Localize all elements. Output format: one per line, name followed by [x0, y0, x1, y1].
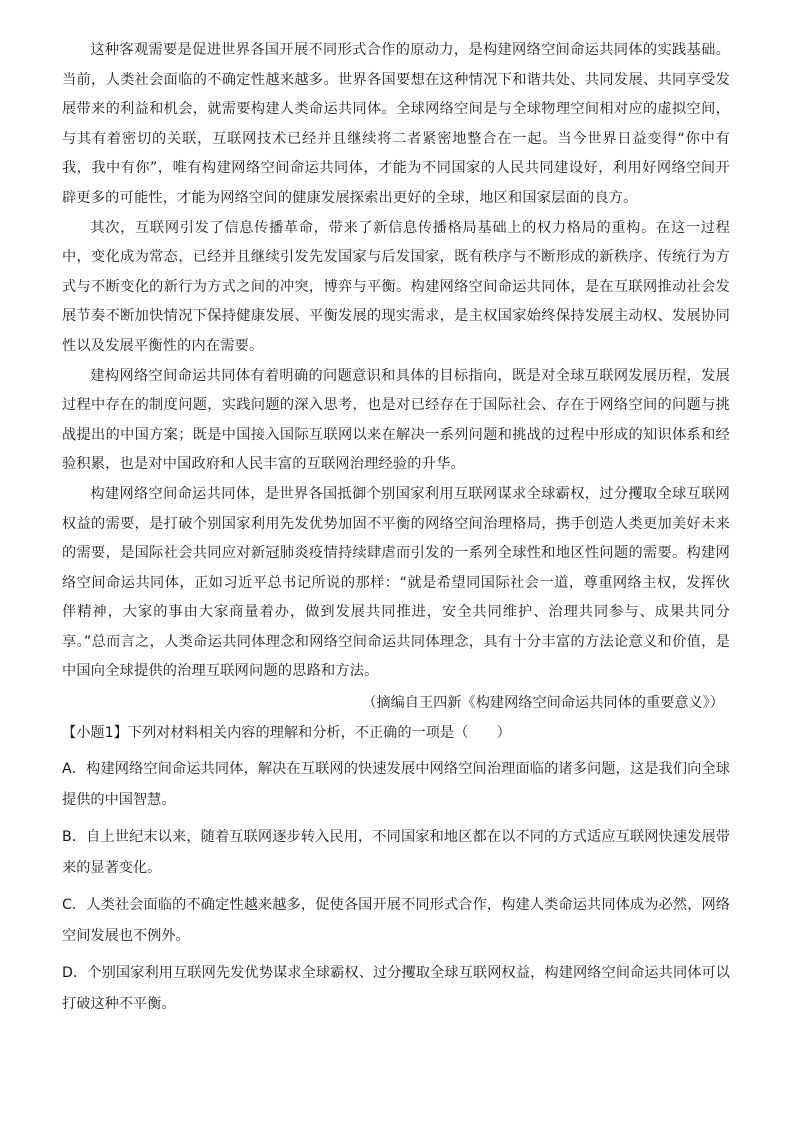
option-b: B．自上世纪末以来，随着互联网逐步转入民用，不同国家和地区都在以不同的方式适应互联网快速发展带来的显著变化。: [62, 829, 730, 877]
option-a: A．构建网络空间命运共同体，解决在互联网的快速发展中网络空间治理面临的诸多问题，这是我们向全球提供的中国智慧。: [62, 761, 730, 809]
document-page: [62, 36, 730, 1020]
passage-paragraph-2: 其次，互联网引发了信息传播革命，带来了新信息传播格局基础上的权力格局的重构。在这一过程中，变化成为常态，已经并且继续引发先发国家与后发国家，既有秩序与不断形成的新秩序、传统行为方式与不断变化的新行为方式之间的冲突，博弈与平衡。构建网络空间命运共同体，是在互联网推动社会发展节奏不断加快情况下保持健康发展、平衡发展的现实需求，是主权国家始终保持发展主动权、发展协同性以及发展平衡性的内在需要。: [62, 219, 730, 354]
passage-paragraph-4: 构建网络空间命运共同体，是世界各国抵御个别国家利用互联网谋求全球霸权，过分攫取全球互联网权益的需要，是打破个别国家利用先发优势加固不平衡的网络空间治理格局，携手创造人类更加美好未来的需要，是国际社会共同应对新冠肺炎疫情持续肆虐而引发的一系列全球性和地区性问题的需要。构建网络空间命运共同体，正如习近平总书记所说的那样：“就是希望同国际社会一道，尊重网络主权，发挥伙伴精神，大家的事由大家商量着办，做到发展共同推进，安全共同维护、治理共同参与、成果共同分享。”总而言之，人类命运共同体理念和网络空间命运共同体理念，具有十分丰富的方法论意义和价值，是中国向全球提供的治理互联网问题的思路和方法。: [62, 485, 730, 680]
question-stem: 【小题1】下列对材料相关内容的理解和分析，不正确的一项是（ ）: [62, 724, 511, 741]
option-d: D．个别国家利用互联网先发优势谋求全球霸权、过分攫取全球互联网权益，构建网络空间命运共同体可以打破这种不平衡。: [62, 965, 730, 1013]
passage-paragraph-1: 这种客观需要是促进世界各国开展不同形式合作的原动力，是构建网络空间命运共同体的实践基础。当前，人类社会面临的不确定性越来越多。世界各国要想在这种情况下和谐共处、共同发展、共同享受发展带来的利益和机会，就需要构建人类命运共同体。全球网络空间是与全球物理空间相对应的虚拟空间，与其有着密切的关联，互联网技术已经并且继续将二者紧密地整合在一起。当今世界日益变得“你中有我，我中有你”，唯有构建网络空间命运共同体，才能为不同国家的人民共同建设好，利用好网络空间开辟更多的可能性，才能为网络空间的健康发展探索出更好的全球，地区和国家层面的良方。: [62, 42, 730, 206]
option-c: C．人类社会面临的不确定性越来越多，促使各国开展不同形式合作，构建人类命运共同体成为必然，网络空间发展也不例外。: [62, 897, 730, 945]
passage-paragraph-3: 建构网络空间命运共同体有着明确的问题意识和具体的目标指向，既是对全球互联网发展历程，发展过程中存在的制度问题，实践问题的深入思考，也是对已经存在于国际社会、存在于网络空间的问题与挑战提出的中国方案；既是中国接入国际互联网以来在解决一系列问题和挑战的过程中形成的知识体系和经验积累，也是对中国政府和人民丰富的互联网治理经验的升华。: [62, 367, 730, 473]
passage-source: （摘编自王四新《构建网络空间命运共同体的重要意义》）: [362, 695, 724, 712]
